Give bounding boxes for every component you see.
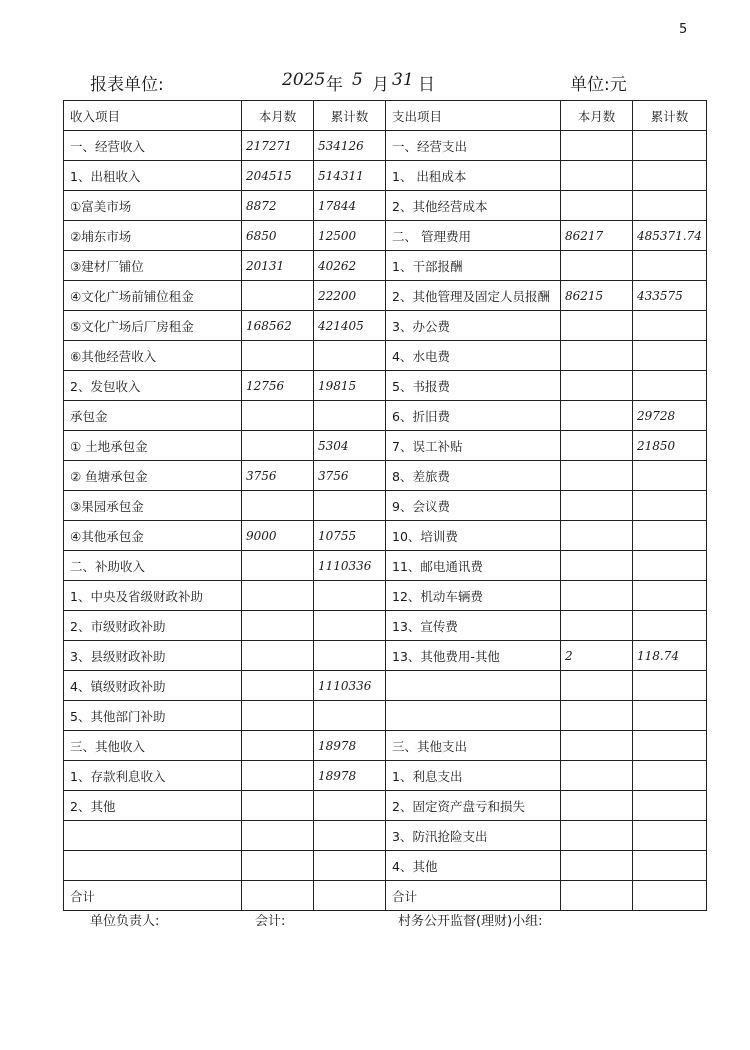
income-cumulative-cell <box>314 491 386 521</box>
expense-cumulative-cell <box>633 611 707 641</box>
expense-cumulative-cell <box>633 311 707 341</box>
income-cumulative-cell: 17844 <box>314 191 386 221</box>
expense-item-cell: 13、宣传费 <box>386 611 561 641</box>
expense-cumulative-cell <box>633 551 707 581</box>
income-cumulative-cell: 12500 <box>314 221 386 251</box>
expense-cumulative-cell <box>633 761 707 791</box>
expense-cumulative-cell: 21850 <box>633 431 707 461</box>
income-month-cell: 8872 <box>242 191 314 221</box>
expense-cumulative-cell <box>633 461 707 491</box>
income-cumulative-cell: 18978 <box>314 731 386 761</box>
currency-unit-label: 单位:元 <box>570 75 627 95</box>
table-row <box>64 761 707 791</box>
income-cumulative-cell <box>314 581 386 611</box>
table-row <box>64 371 707 401</box>
expense-month-cell <box>561 341 633 371</box>
expense-month-cell <box>561 761 633 791</box>
expense-item-cell: 4、其他 <box>386 851 561 881</box>
income-item-cell: 三、其他收入 <box>64 731 242 761</box>
expense-cumulative-cell <box>633 131 707 161</box>
expense-item-cell: 3、办公费 <box>386 311 561 341</box>
income-item-cell: 5、其他部门补助 <box>64 701 242 731</box>
expense-month-cell <box>561 881 633 911</box>
table-row <box>64 281 707 311</box>
income-month-cell: 168562 <box>242 311 314 341</box>
income-cumulative-cell: 10755 <box>314 521 386 551</box>
income-month-cell: 3756 <box>242 461 314 491</box>
income-cumulative-cell: 421405 <box>314 311 386 341</box>
income-cumulative-cell <box>314 341 386 371</box>
expense-cumulative-cell <box>633 671 707 701</box>
column-header: 本月数 <box>242 101 314 131</box>
expense-item-cell: 12、机动车辆费 <box>386 581 561 611</box>
expense-cumulative-cell <box>633 731 707 761</box>
expense-item-cell: 三、其他支出 <box>386 731 561 761</box>
income-item-cell: ③建材厂铺位 <box>64 251 242 281</box>
expense-cumulative-cell: 433575 <box>633 281 707 311</box>
income-cumulative-cell <box>314 641 386 671</box>
income-month-cell <box>242 491 314 521</box>
expense-month-cell <box>561 671 633 701</box>
income-item-cell: ② 鱼塘承包金 <box>64 461 242 491</box>
expense-item-cell: 7、误工补贴 <box>386 431 561 461</box>
income-month-cell <box>242 821 314 851</box>
table-row <box>64 611 707 641</box>
income-month-cell: 217271 <box>242 131 314 161</box>
income-month-cell <box>242 761 314 791</box>
expense-item-cell: 5、书报费 <box>386 371 561 401</box>
expense-month-cell <box>561 131 633 161</box>
income-item-cell: 4、镇级财政补助 <box>64 671 242 701</box>
expense-month-cell: 86215 <box>561 281 633 311</box>
table-row <box>64 221 707 251</box>
expense-month-cell <box>561 251 633 281</box>
expense-month-cell <box>561 311 633 341</box>
expense-item-cell: 4、水电费 <box>386 341 561 371</box>
expense-cumulative-cell <box>633 851 707 881</box>
income-month-cell <box>242 581 314 611</box>
expense-month-cell <box>561 791 633 821</box>
income-item-cell: ③果园承包金 <box>64 491 242 521</box>
table-row <box>64 641 707 671</box>
income-cumulative-cell <box>314 701 386 731</box>
report-year: 2025 <box>282 70 326 90</box>
income-cumulative-cell: 3756 <box>314 461 386 491</box>
expense-cumulative-cell <box>633 521 707 551</box>
income-month-cell <box>242 551 314 581</box>
income-expense-table <box>63 100 707 911</box>
column-header: 累计数 <box>633 101 707 131</box>
income-cumulative-cell: 18978 <box>314 761 386 791</box>
expense-cumulative-cell <box>633 371 707 401</box>
income-month-cell <box>242 731 314 761</box>
income-month-cell: 6850 <box>242 221 314 251</box>
income-cumulative-cell: 22200 <box>314 281 386 311</box>
expense-cumulative-cell: 29728 <box>633 401 707 431</box>
expense-month-cell <box>561 731 633 761</box>
income-month-cell <box>242 641 314 671</box>
income-item-cell: 1、存款利息收入 <box>64 761 242 791</box>
expense-month-cell: 86217 <box>561 221 633 251</box>
income-month-cell <box>242 701 314 731</box>
day-char: 日 <box>418 75 435 95</box>
income-month-cell <box>242 851 314 881</box>
expense-month-cell <box>561 821 633 851</box>
expense-item-cell: 2、其他经营成本 <box>386 191 561 221</box>
income-month-cell: 12756 <box>242 371 314 401</box>
expense-month-cell <box>561 701 633 731</box>
income-item-cell: ⑤文化广场后厂房租金 <box>64 311 242 341</box>
income-item-cell: ⑥其他经营收入 <box>64 341 242 371</box>
income-cumulative-cell <box>314 401 386 431</box>
income-item-cell: 合计 <box>64 881 242 911</box>
table-row <box>64 401 707 431</box>
expense-month-cell <box>561 431 633 461</box>
table-row <box>64 551 707 581</box>
income-cumulative-cell <box>314 791 386 821</box>
income-month-cell <box>242 881 314 911</box>
expense-month-cell: 2 <box>561 641 633 671</box>
report-day: 31 <box>392 70 414 90</box>
income-item-cell: 1、中央及省级财政补助 <box>64 581 242 611</box>
expense-item-cell: 13、其他费用-其他 <box>386 641 561 671</box>
table-row <box>64 161 707 191</box>
income-item-cell: 1、出租收入 <box>64 161 242 191</box>
unit-head-label: 单位负责人: <box>90 914 160 929</box>
expense-item-cell: 二、 管理费用 <box>386 221 561 251</box>
table-header-row <box>64 101 707 131</box>
income-month-cell <box>242 791 314 821</box>
table-row <box>64 791 707 821</box>
column-header: 支出项目 <box>386 101 561 131</box>
income-month-cell <box>242 401 314 431</box>
table-row <box>64 701 707 731</box>
income-cumulative-cell <box>314 821 386 851</box>
table-row <box>64 731 707 761</box>
expense-cumulative-cell <box>633 821 707 851</box>
income-month-cell: 204515 <box>242 161 314 191</box>
expense-month-cell <box>561 551 633 581</box>
income-cumulative-cell: 1110336 <box>314 671 386 701</box>
income-item-cell: ②埔东市场 <box>64 221 242 251</box>
accountant-label: 会计: <box>255 914 286 929</box>
expense-item-cell: 合计 <box>386 881 561 911</box>
income-month-cell: 9000 <box>242 521 314 551</box>
income-cumulative-cell: 5304 <box>314 431 386 461</box>
expense-month-cell <box>561 371 633 401</box>
expense-cumulative-cell <box>633 701 707 731</box>
income-cumulative-cell <box>314 851 386 881</box>
expense-cumulative-cell <box>633 581 707 611</box>
expense-item-cell: 10、培训费 <box>386 521 561 551</box>
income-item-cell: ④文化广场前铺位租金 <box>64 281 242 311</box>
income-cumulative-cell: 19815 <box>314 371 386 401</box>
income-item-cell: 承包金 <box>64 401 242 431</box>
expense-cumulative-cell <box>633 881 707 911</box>
income-item-cell: ④其他承包金 <box>64 521 242 551</box>
income-month-cell: 20131 <box>242 251 314 281</box>
table-row <box>64 311 707 341</box>
expense-item-cell: 1、 出租成本 <box>386 161 561 191</box>
table-row <box>64 881 707 911</box>
table-row <box>64 821 707 851</box>
income-item-cell: ①富美市场 <box>64 191 242 221</box>
income-item-cell: ① 土地承包金 <box>64 431 242 461</box>
table-row <box>64 251 707 281</box>
income-cumulative-cell: 514311 <box>314 161 386 191</box>
column-header: 本月数 <box>561 101 633 131</box>
expense-month-cell <box>561 521 633 551</box>
expense-month-cell <box>561 611 633 641</box>
income-item-cell: 二、补助收入 <box>64 551 242 581</box>
expense-cumulative-cell <box>633 491 707 521</box>
expense-item-cell: 3、防汛抢险支出 <box>386 821 561 851</box>
expense-month-cell <box>561 161 633 191</box>
expense-item-cell: 一、经营支出 <box>386 131 561 161</box>
income-cumulative-cell <box>314 881 386 911</box>
income-month-cell <box>242 341 314 371</box>
income-item-cell: 一、经营收入 <box>64 131 242 161</box>
income-cumulative-cell: 534126 <box>314 131 386 161</box>
report-month: 5 <box>352 70 363 90</box>
income-month-cell <box>242 431 314 461</box>
income-item-cell: 2、发包收入 <box>64 371 242 401</box>
income-cumulative-cell <box>314 611 386 641</box>
table-row <box>64 671 707 701</box>
income-item-cell <box>64 821 242 851</box>
income-month-cell <box>242 671 314 701</box>
expense-item-cell: 2、其他管理及固定人员报酬 <box>386 281 561 311</box>
table-row <box>64 341 707 371</box>
table-row <box>64 581 707 611</box>
expense-cumulative-cell <box>633 251 707 281</box>
expense-item-cell: 11、邮电通讯费 <box>386 551 561 581</box>
expense-item-cell <box>386 701 561 731</box>
year-char: 年 <box>326 75 343 95</box>
table-row <box>64 491 707 521</box>
report-header <box>0 70 750 96</box>
expense-item-cell: 1、干部报酬 <box>386 251 561 281</box>
expense-item-cell: 1、利息支出 <box>386 761 561 791</box>
page-number: 5 <box>679 22 688 37</box>
report-unit-label: 报表单位: <box>90 75 164 95</box>
expense-item-cell: 6、折旧费 <box>386 401 561 431</box>
expense-month-cell <box>561 461 633 491</box>
income-item-cell <box>64 851 242 881</box>
expense-month-cell <box>561 191 633 221</box>
income-month-cell <box>242 611 314 641</box>
expense-cumulative-cell <box>633 341 707 371</box>
expense-item-cell: 8、差旅费 <box>386 461 561 491</box>
table-row <box>64 191 707 221</box>
column-header: 收入项目 <box>64 101 242 131</box>
expense-cumulative-cell <box>633 161 707 191</box>
month-char: 月 <box>372 75 389 95</box>
table-row <box>64 521 707 551</box>
table-row <box>64 461 707 491</box>
expense-month-cell <box>561 401 633 431</box>
expense-month-cell <box>561 491 633 521</box>
income-cumulative-cell: 40262 <box>314 251 386 281</box>
expense-item-cell: 9、会议费 <box>386 491 561 521</box>
expense-item-cell: 2、固定资产盘亏和损失 <box>386 791 561 821</box>
income-item-cell: 3、县级财政补助 <box>64 641 242 671</box>
table-row <box>64 851 707 881</box>
expense-item-cell <box>386 671 561 701</box>
income-item-cell: 2、市级财政补助 <box>64 611 242 641</box>
table-row <box>64 131 707 161</box>
expense-cumulative-cell: 485371.74 <box>633 221 707 251</box>
table-row <box>64 431 707 461</box>
supervision-label: 村务公开监督(理财)小组: <box>398 914 543 929</box>
income-cumulative-cell: 1110336 <box>314 551 386 581</box>
income-item-cell: 2、其他 <box>64 791 242 821</box>
expense-month-cell <box>561 581 633 611</box>
column-header: 累计数 <box>314 101 386 131</box>
expense-cumulative-cell: 118.74 <box>633 641 707 671</box>
expense-cumulative-cell <box>633 191 707 221</box>
expense-month-cell <box>561 851 633 881</box>
expense-cumulative-cell <box>633 791 707 821</box>
income-month-cell <box>242 281 314 311</box>
